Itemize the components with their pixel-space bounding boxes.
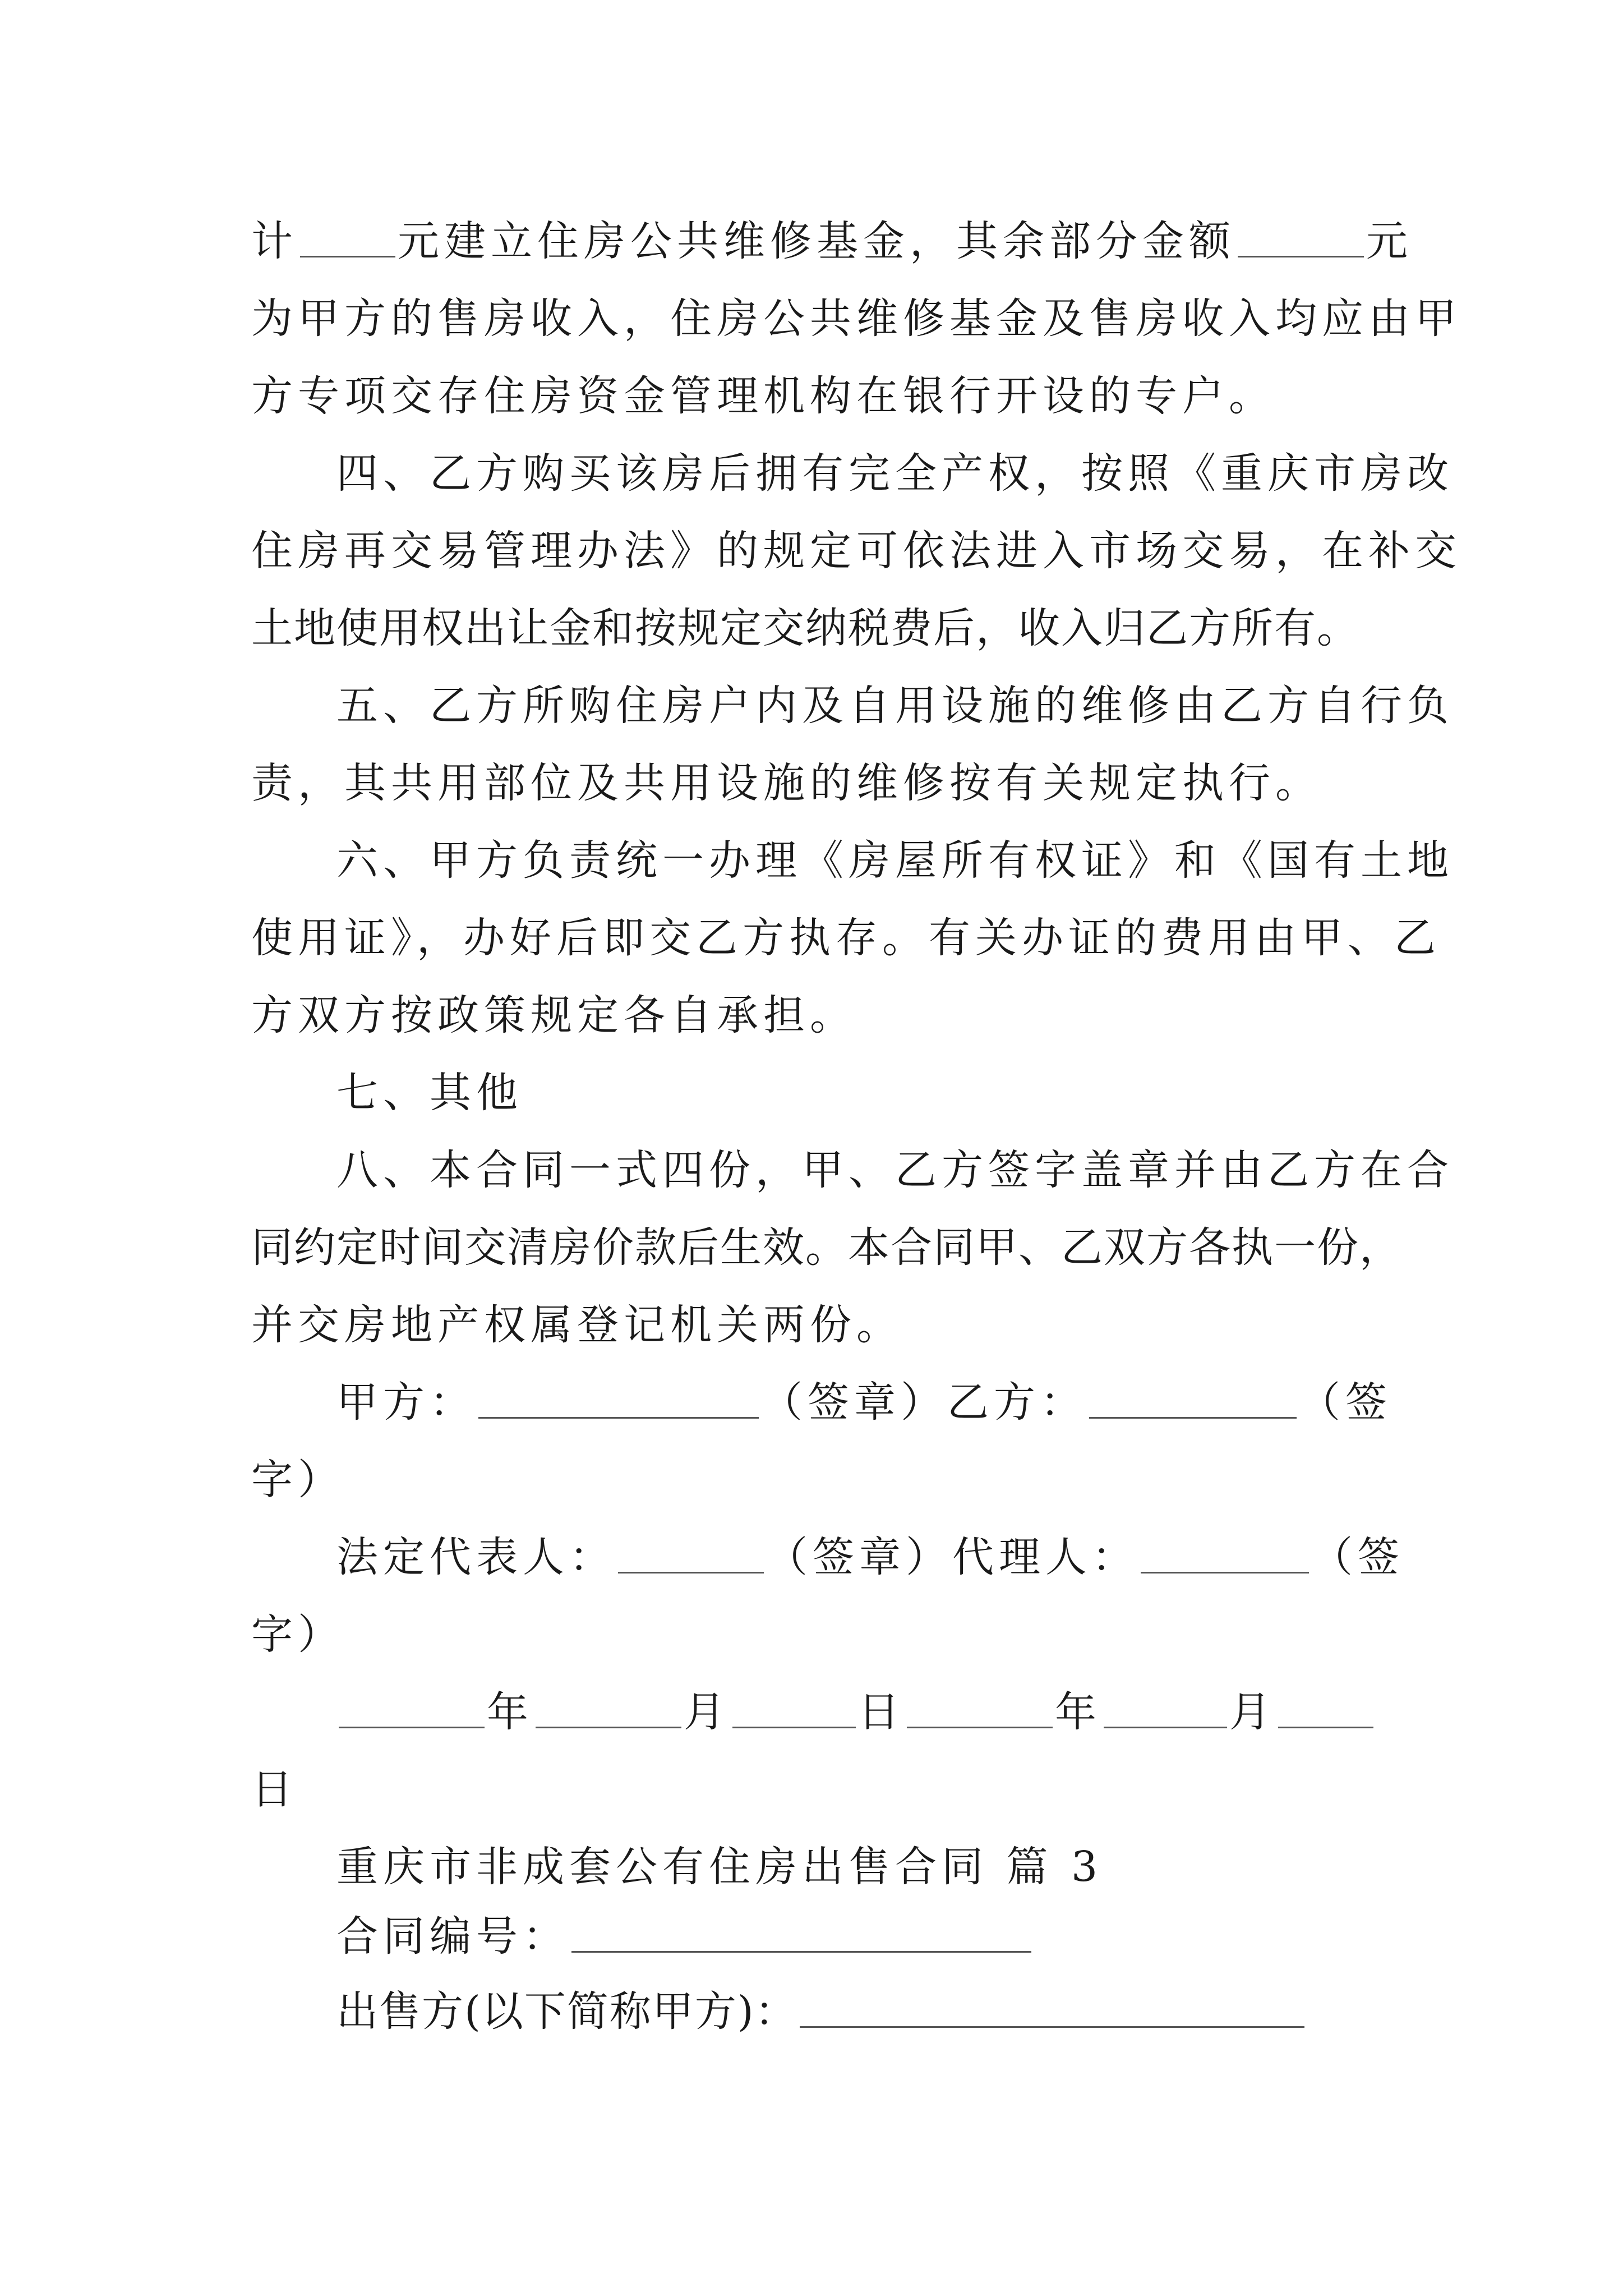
blank-field[interactable] [300, 217, 395, 257]
month-field[interactable] [1104, 1687, 1227, 1728]
party-a-signature-field[interactable] [478, 1378, 759, 1419]
clause-4-line: 住房再交易管理办法》的规定可依法进入市场交易，在补交 [251, 527, 1461, 575]
date-line [336, 1678, 1390, 1746]
month-label: 月 [1229, 1688, 1276, 1736]
legal-rep-signature-field[interactable] [618, 1533, 764, 1573]
day-label: 日 [858, 1688, 905, 1736]
clause-7-line: 七、其他 [336, 1069, 523, 1117]
text-line: 为甲方的售房收入，住房公共维修基金及售房收入均应由甲 [251, 295, 1461, 343]
year-field[interactable] [907, 1687, 1053, 1728]
signature-line [336, 1369, 1390, 1436]
party-a-label: 甲方： [336, 1378, 476, 1427]
day-field[interactable] [732, 1687, 856, 1728]
seal-label: （签章） [761, 1378, 947, 1427]
date-line: 日 [251, 1765, 298, 1814]
text-line [251, 208, 1413, 275]
clause-6-line: 使用证》，办好后即交乙方执存。有关办证的费用由甲、乙 [251, 914, 1441, 962]
contract-number-field[interactable] [571, 1912, 1031, 1953]
month-field[interactable] [536, 1687, 681, 1728]
clause-8-line: 八、本合同一式四份，甲、乙方签字盖章并由乙方在合 [336, 1146, 1454, 1194]
seller-field[interactable] [800, 1987, 1304, 2028]
sign-label: （签 [1299, 1378, 1392, 1427]
clause-6-line: 六、甲方负责统一办理《房屋所有权证》和《国有土地 [336, 836, 1454, 885]
agent-label: 代理人： [952, 1533, 1138, 1581]
signature-line: 字） [251, 1456, 344, 1504]
year-label: 年 [487, 1688, 533, 1736]
clause-4-line: 四、乙方购买该房后拥有完全产权，按照《重庆市房改 [336, 449, 1454, 498]
clause-5-line: 责，其共用部位及共用设施的维修按有关规定执行。 [251, 759, 1322, 807]
party-b-label: 乙方： [947, 1378, 1087, 1427]
contract-number-line [336, 1903, 1390, 1970]
seller-label: 出售方(以下简称甲方)： [336, 1987, 797, 2036]
section-title: 重庆市非成套公有住房出售合同 篇 3 [336, 1843, 1103, 1891]
sign-label: （签 [1311, 1533, 1404, 1581]
month-label: 月 [684, 1688, 730, 1736]
signature-line: 字） [251, 1611, 344, 1659]
clause-5-line: 五、乙方所购住房户内及自用设施的维修由乙方自行负 [336, 682, 1454, 730]
clause-6-line: 方双方按政策规定各自承担。 [251, 991, 856, 1039]
text-fragment: 计 [251, 217, 298, 265]
text-fragment: 元 [1366, 217, 1413, 265]
agent-signature-field[interactable] [1141, 1533, 1309, 1573]
legal-rep-label: 法定代表人： [336, 1533, 616, 1581]
seller-line [336, 1978, 1390, 2045]
year-field[interactable] [339, 1687, 485, 1728]
text-line: 方专项交存住房资金管理机构在银行开设的专户。 [251, 372, 1275, 420]
party-b-signature-field[interactable] [1089, 1378, 1297, 1419]
day-field[interactable] [1278, 1687, 1373, 1728]
clause-8-line: 同约定时间交清房价款后生效。本合同甲、乙双方各执一份， [251, 1223, 1402, 1272]
clause-8-line: 并交房地产权属登记机关两份。 [251, 1301, 903, 1349]
contract-number-label: 合同编号： [336, 1912, 569, 1961]
year-label: 年 [1055, 1688, 1101, 1736]
blank-field[interactable] [1238, 217, 1364, 257]
text-fragment: 元建立住房公共维修基金，其余部分金额 [398, 217, 1235, 265]
signature-line [336, 1524, 1404, 1591]
seal-label: （签章） [766, 1533, 952, 1581]
clause-4-line: 土地使用权出让金和按规定交纳税费后，收入归乙方所有。 [251, 604, 1359, 652]
